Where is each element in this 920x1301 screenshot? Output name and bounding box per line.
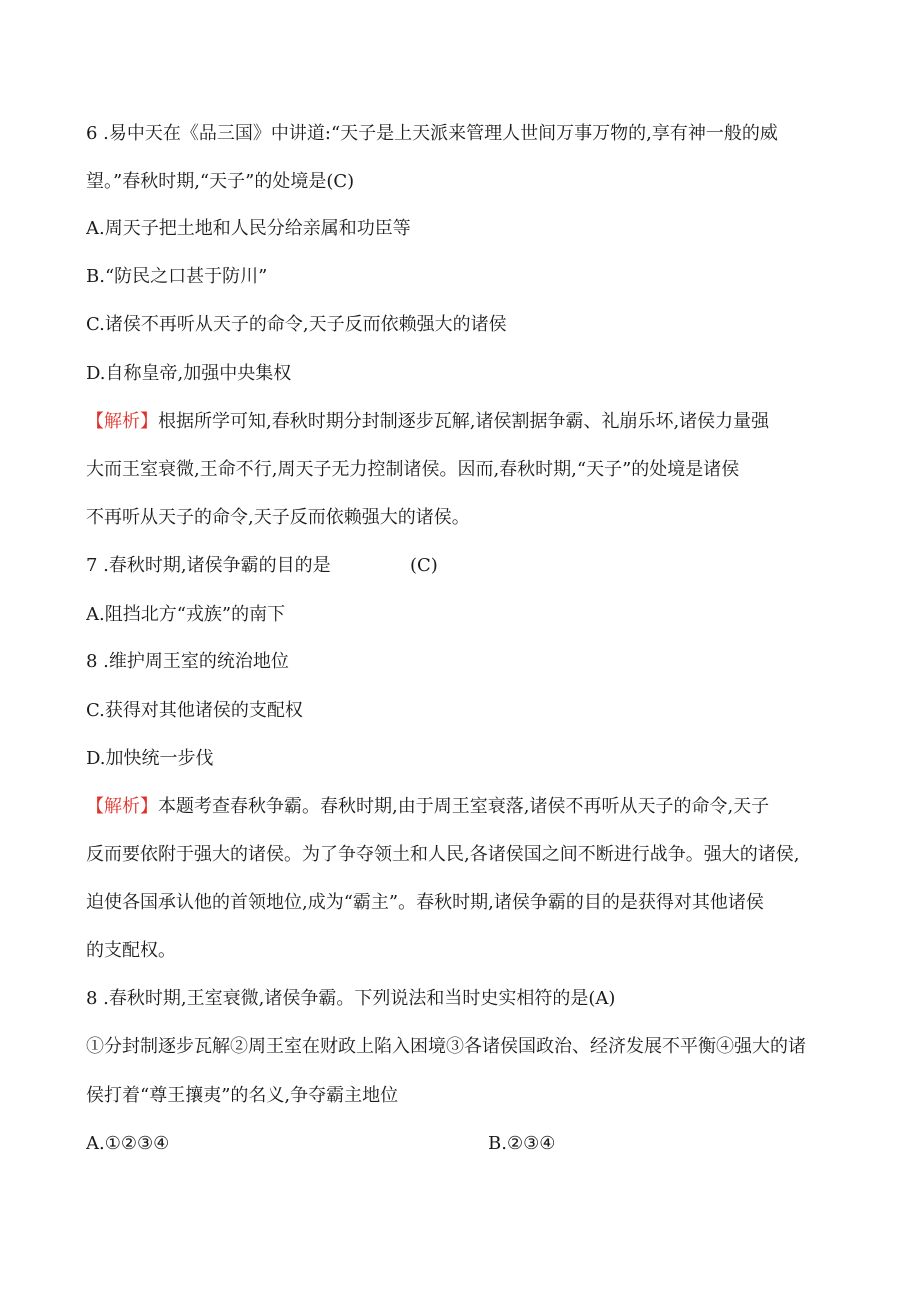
q7-stem-line [86, 554, 846, 578]
q7-analysis-line3: 迫使各国承认他的首领地位,成为“霸主”。春秋时期,诸侯争霸的目的是获得对其他诸侯 [86, 892, 764, 913]
q8-options-row [86, 1132, 846, 1156]
q8-items-line2: 侯打着“尊王攘夷”的名义,争夺霸主地位 [86, 1085, 399, 1106]
q6-stem-line2: 望。”春秋时期,“天子”的处境是(C) [86, 171, 355, 192]
q7-analysis-line4: 的支配权。 [86, 940, 176, 961]
q6-stem-line1: 6 .易中天在《品三国》中讲道:“天子是上天派来管理人世间万事万物的,享有神一般的威 [86, 123, 778, 144]
q8-stem: 8 .春秋时期,王室衰微,诸侯争霸。下列说法和当时史实相符的是(A) [86, 988, 616, 1009]
q6-option-d: D.自称皇帝,加强中央集权 [86, 363, 292, 384]
q7-option-c: C.获得对其他诸侯的支配权 [86, 700, 303, 721]
q8-items-line1: ①分封制逐步瓦解②周王室在财政上陷入困境③各诸侯国政治、经济发展不平衡④强大的诸 [86, 1036, 806, 1057]
q6-analysis-tag: 【解析】 [86, 411, 158, 432]
q6-option-b: B.“防民之口甚于防川” [86, 266, 268, 287]
q8-option-a: A.①②③④ [86, 1133, 170, 1154]
q7-analysis-tag: 【解析】 [86, 796, 158, 817]
q7-analysis-line2: 反而要依附于强大的诸侯。为了争夺领土和人民,各诸侯国之间不断进行战争。强大的诸侯, [86, 844, 800, 865]
q7-answer: (C) [410, 555, 438, 576]
q6-analysis-line2: 大而王室衰微,王命不行,周天子无力控制诸侯。因而,春秋时期,“天子”的处境是诸侯 [86, 459, 740, 480]
q7-analysis-text1: 本题考查春秋争霸。春秋时期,由于周王室衰落,诸侯不再听从天子的命令,天子 [158, 796, 770, 817]
q7-option-b: 8 .维护周王室的统治地位 [86, 651, 289, 672]
q7-analysis-line1 [86, 795, 846, 819]
q7-option-d: D.加快统一步伐 [86, 748, 214, 769]
q6-analysis-line1 [86, 410, 846, 434]
q7-stem: 7 .春秋时期,诸侯争霸的目的是 [86, 555, 331, 576]
q6-analysis-text1: 根据所学可知,春秋时期分封制逐步瓦解,诸侯割据争霸、礼崩乐坏,诸侯力量强 [158, 411, 770, 432]
q8-option-b: B.②③④ [488, 1133, 556, 1154]
q6-option-c: C.诸侯不再听从天子的命令,天子反而依赖强大的诸侯 [86, 314, 507, 335]
q6-analysis-line3: 不再听从天子的命令,天子反而依赖强大的诸侯。 [86, 507, 470, 528]
q6-option-a: A.周天子把土地和人民分给亲属和功臣等 [86, 218, 411, 239]
q7-option-a: A.阻挡北方“戎族”的南下 [86, 604, 286, 625]
